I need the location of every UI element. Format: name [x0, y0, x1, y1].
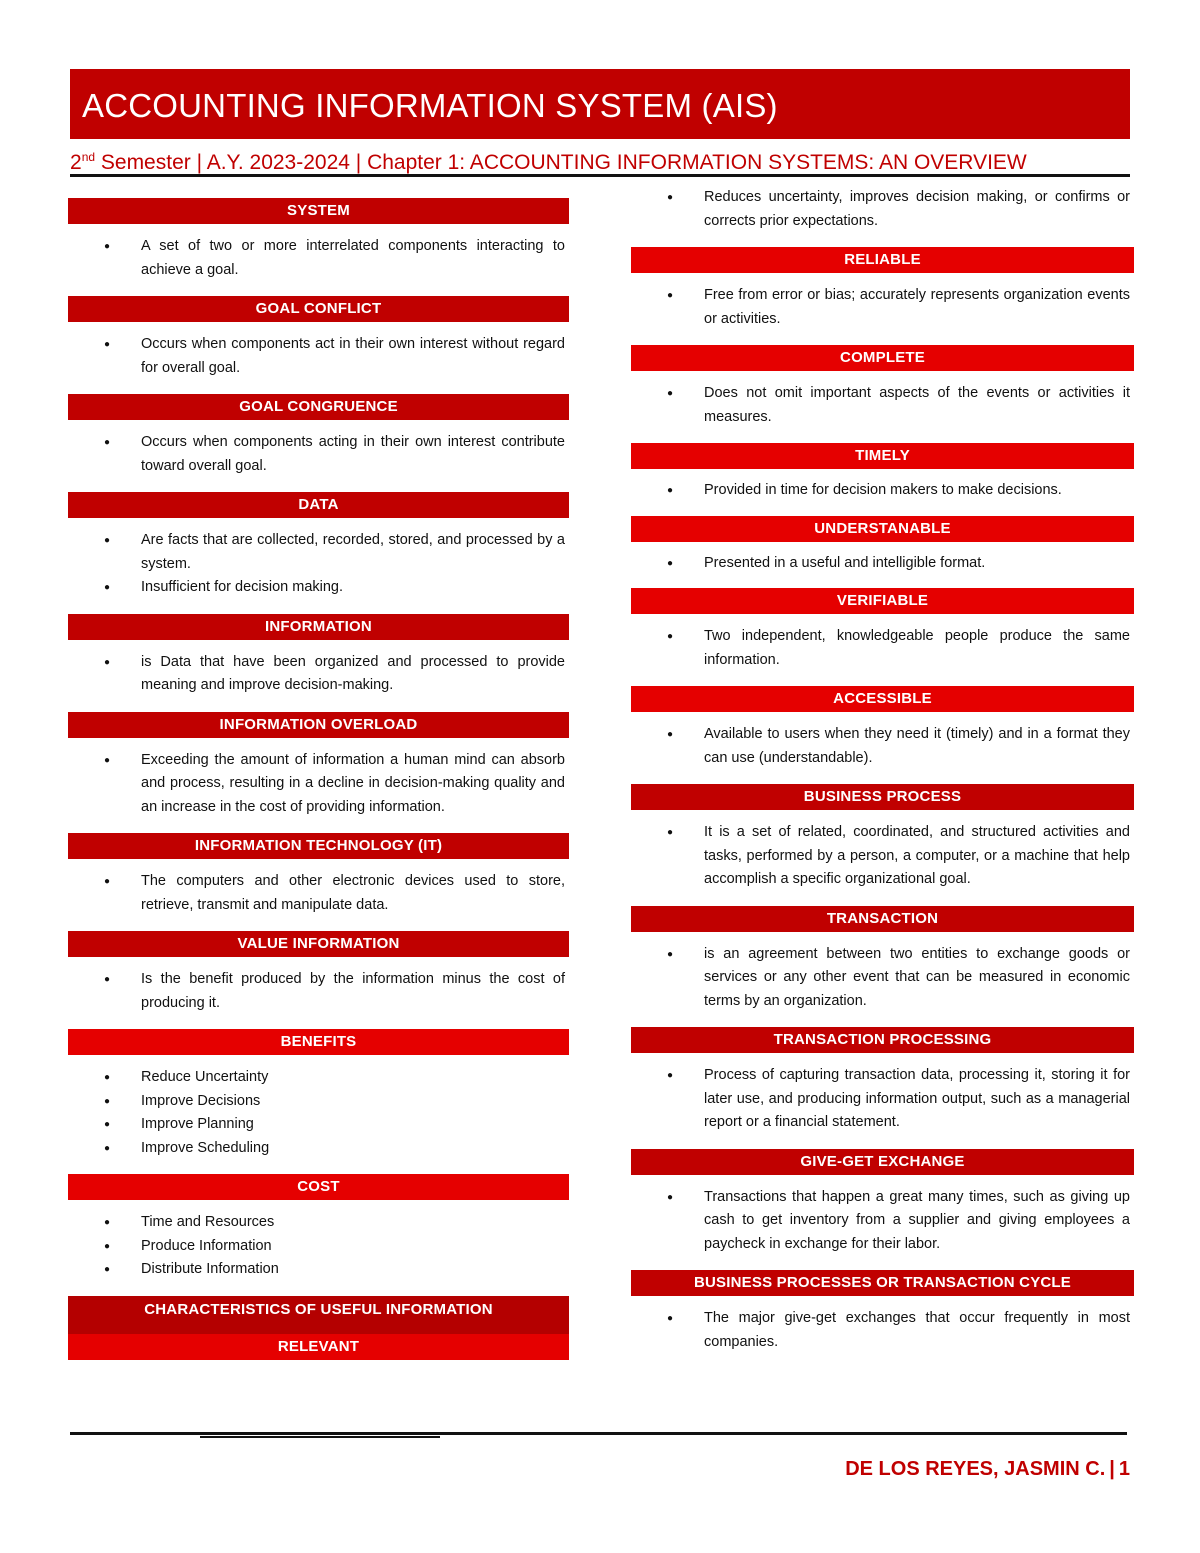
- list-item: ● Time and Resources: [68, 1211, 569, 1235]
- list-item: ● is an agreement between two entities to exchange goods or services or any other event that can be measured in economic terms by an organization.: [631, 943, 1134, 1014]
- section-header-transaction-processing: TRANSACTION PROCESSING: [631, 1027, 1134, 1053]
- section-header-transaction: TRANSACTION: [631, 906, 1134, 932]
- list-item: ● Occurs when components acting in their own interest contribute toward overall goal.: [68, 431, 569, 478]
- section-list-information-overload: [68, 738, 569, 834]
- section-list-accessible: [631, 712, 1134, 784]
- section-header-transaction-cycle: BUSINESS PROCESSES OR TRANSACTION CYCLE: [631, 1270, 1134, 1296]
- list-item: ● Produce Information: [68, 1235, 569, 1259]
- section-list-goal-congruence: [68, 420, 569, 492]
- list-item: ● Improve Scheduling: [68, 1137, 569, 1161]
- list-item: ● Does not omit important aspects of the events or activities it measures.: [631, 382, 1134, 429]
- section-header-goal-congruence: GOAL CONGRUENCE: [68, 394, 569, 420]
- footer-divider-accent: [200, 1436, 440, 1438]
- list-item: ● The computers and other electronic devices used to store, retrieve, transmit and manipulate data.: [68, 870, 569, 917]
- section-header-timely: TIMELY: [631, 443, 1134, 469]
- section-list-information-technology: [68, 859, 569, 931]
- list-item: ● Improve Planning: [68, 1113, 569, 1137]
- list-item: ● Two independent, knowledgeable people produce the same information.: [631, 625, 1134, 672]
- section-list-system: [68, 224, 569, 296]
- list-item: ● Improve Decisions: [68, 1090, 569, 1114]
- section-header-data: DATA: [68, 492, 569, 518]
- list-item: ● It is a set of related, coordinated, and structured activities and tasks, performed by a person, a computer, or a machine that help accomplish a specific organizational goal.: [631, 821, 1134, 892]
- section-list-business-process: [631, 810, 1134, 906]
- document-subtitle: 2nd Semester | A.Y. 2023-2024 | Chapter 1: ACCOUNTING INFORMATION SYSTEMS: AN OVERVIEW: [70, 150, 1027, 174]
- list-item: ● is Data that have been organized and processed to provide meaning and improve decision-making.: [68, 651, 569, 698]
- list-item: ● Presented in a useful and intelligible format.: [631, 552, 1134, 576]
- section-list-transaction-processing: [631, 1053, 1134, 1149]
- list-item: ● Distribute Information: [68, 1258, 569, 1282]
- section-header-information: INFORMATION: [68, 614, 569, 640]
- footer-divider: [70, 1432, 1127, 1435]
- list-item: ● Reduces uncertainty, improves decision making, or confirms or corrects prior expectations.: [631, 186, 1134, 233]
- section-list-reliable: [631, 273, 1134, 345]
- section-list-timely: [631, 469, 1134, 516]
- section-header-accessible: ACCESSIBLE: [631, 686, 1134, 712]
- section-header-information-overload: INFORMATION OVERLOAD: [68, 712, 569, 738]
- document-title-banner: [70, 69, 1130, 139]
- right-column: [631, 189, 1134, 1368]
- section-list-goal-conflict: [68, 322, 569, 394]
- list-item: ● Available to users when they need it (timely) and in a format they can use (understandable).: [631, 723, 1134, 770]
- section-list-relevant: [631, 186, 1134, 247]
- section-list-transaction: [631, 932, 1134, 1028]
- section-list-value-information: [68, 957, 569, 1029]
- document-title: ACCOUNTING INFORMATION SYSTEM (AIS): [82, 87, 778, 124]
- section-header-system: SYSTEM: [68, 198, 569, 224]
- list-item: ● Are facts that are collected, recorded, stored, and processed by a system.: [68, 529, 569, 576]
- section-header-verifiable: VERIFIABLE: [631, 588, 1134, 614]
- list-item: ● Provided in time for decision makers to make decisions.: [631, 479, 1134, 503]
- list-item: ● Transactions that happen a great many times, such as giving up cash to get inventory from a supplier and giving employees a paycheck in exchange for their labor.: [631, 1186, 1134, 1257]
- section-header-reliable: RELIABLE: [631, 247, 1134, 273]
- section-list-transaction-cycle: [631, 1296, 1134, 1368]
- section-header-information-technology: INFORMATION TECHNOLOGY (IT): [68, 833, 569, 859]
- list-item: ● Occurs when components act in their own interest without regard for overall goal.: [68, 333, 569, 380]
- list-item: ● A set of two or more interrelated components interacting to achieve a goal.: [68, 235, 569, 282]
- left-column: [68, 198, 569, 1360]
- section-header-give-get-exchange: GIVE-GET EXCHANGE: [631, 1149, 1134, 1175]
- section-list-data: [68, 518, 569, 614]
- list-item: ● Reduce Uncertainty: [68, 1066, 569, 1090]
- section-list-benefits: [68, 1055, 569, 1174]
- section-header-relevant: RELEVANT: [68, 1334, 569, 1360]
- section-list-cost: [68, 1200, 569, 1296]
- list-item: ● Insufficient for decision making.: [68, 576, 569, 600]
- section-header-understandable: UNDERSTANABLE: [631, 516, 1134, 542]
- list-item: ● Is the benefit produced by the information minus the cost of producing it.: [68, 968, 569, 1015]
- section-list-verifiable: [631, 614, 1134, 686]
- section-list-understandable: [631, 542, 1134, 589]
- section-list-complete: [631, 371, 1134, 443]
- list-item: ● Free from error or bias; accurately represents organization events or activities.: [631, 284, 1134, 331]
- section-header-benefits: BENEFITS: [68, 1029, 569, 1055]
- footer-separator: |: [1109, 1458, 1115, 1480]
- section-header-complete: COMPLETE: [631, 345, 1134, 371]
- section-list-give-get-exchange: [631, 1175, 1134, 1271]
- list-item: ● Process of capturing transaction data, processing it, storing it for later use, and producing information output, such as a managerial report or a financial statement.: [631, 1064, 1134, 1135]
- list-item: ● The major give-get exchanges that occur frequently in most companies.: [631, 1307, 1134, 1354]
- footer-author: DE LOS REYES, JASMIN C.: [845, 1458, 1106, 1480]
- page-footer: [845, 1458, 1130, 1481]
- section-header-goal-conflict: GOAL CONFLICT: [68, 296, 569, 322]
- section-list-information: [68, 640, 569, 712]
- section-header-cost: COST: [68, 1174, 569, 1200]
- header-divider: [70, 174, 1130, 177]
- list-item: ● Exceeding the amount of information a human mind can absorb and process, resulting in a decline in decision-making quality and an increase in the cost of providing information.: [68, 749, 569, 820]
- section-header-characteristics: CHARACTERISTICS OF USEFUL INFORMATION: [68, 1296, 569, 1334]
- section-header-business-process: BUSINESS PROCESS: [631, 784, 1134, 810]
- page-number: 1: [1118, 1458, 1130, 1480]
- section-header-value-information: VALUE INFORMATION: [68, 931, 569, 957]
